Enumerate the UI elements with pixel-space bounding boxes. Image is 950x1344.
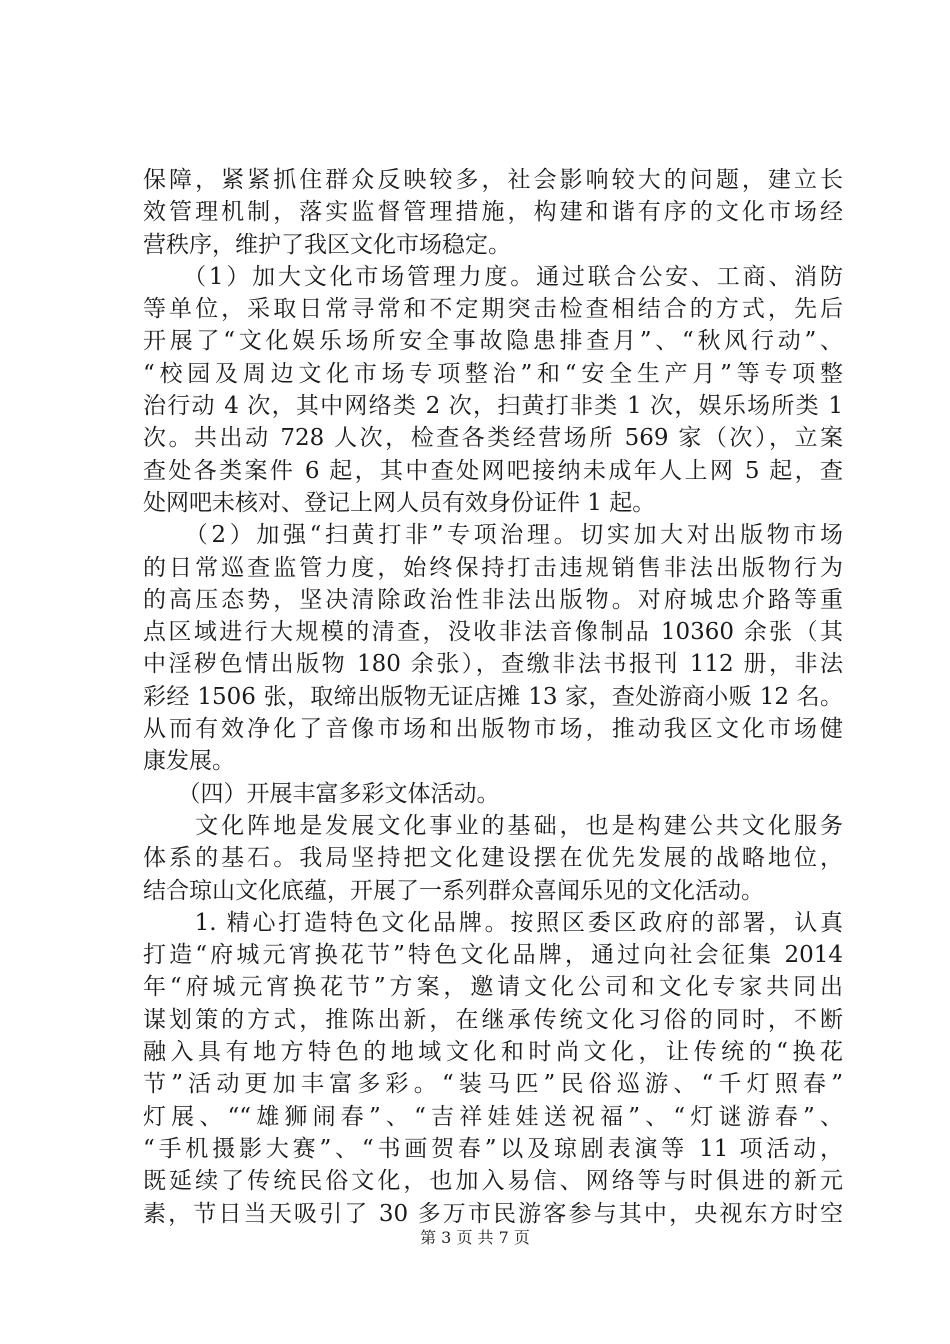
text-line: 保障，紧紧抓住群众反映较多，社会影响较大的问题，建立长 [143,167,843,193]
text-line: 康发展。 [143,748,235,775]
text-line: 开展了“文化娱乐场所安全事故隐患排查月”、“秋风行动”、 [143,328,843,355]
document-body [143,164,843,1230]
text-line: 体系的基石。我局坚持把文化建设摆在优先发展的战略地位， [143,845,843,872]
text-line: 等单位，采取日常寻常和不定期突击检查相结合的方式，先后 [143,296,843,323]
text-line: 素，节日当天吸引了 30 多万市民游客参与其中，央视东方时空 [143,1200,843,1227]
text-line: 从而有效净化了音像市场和出版物市场，推动我区文化市场健 [143,716,843,743]
text-line: 彩经 1506 张，取缔出版物无证店摊 13 家，查处游商小贩 12 名。 [143,683,843,710]
text-line: 处网吧未核对、登记上网人员有效身份证件 1 起。 [143,489,656,516]
text-line: 结合琼山文化底蕴，开展了一系列群众喜闻乐见的文化活动。 [143,877,764,904]
text-line: 的高压态势，坚决清除政治性非法出版物。对府城忠介路等重 [143,586,843,613]
text-line: 灯展、““雄狮闹春”、“吉祥娃娃送祝福”、“灯谜游春”、 [143,1103,843,1130]
text-line: “手机摄影大赛”、“书画贺春”以及琼剧表演等 11 项活动， [143,1135,843,1162]
text-line: 节”活动更加丰富多彩。“装马匹”民俗巡游、“千灯照春” [143,1071,843,1098]
text-line: 既延续了传统民俗文化，也加入易信、网络等与时俱进的新元 [143,1168,843,1195]
text-line: （1）加大文化市场管理力度。通过联合公安、工商、消防 [143,263,843,290]
text-line: 营秩序，维护了我区文化市场稳定。 [143,231,511,258]
text-line: 1. 精心打造特色文化品牌。按照区委区政府的部署，认真 [143,909,843,936]
section-heading: （四）开展丰富多彩文体活动。 [143,780,500,807]
text-line: 的日常巡查监管力度，始终保持打击违规销售非法出版物行为 [143,554,843,581]
text-line: 次。共出动 728 人次，检查各类经营场所 569 家（次），立案 [143,425,843,452]
text-line: 打造“府城元宵换花节”特色文化品牌，通过向社会征集 2014 [143,942,843,969]
text-line: 融入具有地方特色的地域文化和时尚文化，让传统的“换花 [143,1039,843,1066]
text-line: 治行动 4 次，其中网络类 2 次，扫黄打非类 1 次，娱乐场所类 1 [143,393,843,420]
text-line: 查处各类案件 6 起，其中查处网吧接纳未成年人上网 5 起，查 [143,457,843,484]
text-line: 效管理机制，落实监督管理措施，构建和谐有序的文化市场经 [143,199,843,226]
text-line: 点区域进行大规模的清查，没收非法音像制品 10360 余张（其 [143,619,843,646]
page-number-footer: 第 3 页 共 7 页 [420,1228,530,1247]
text-line: “校园及周边文化市场专项整治”和“安全生产月”等专项整 [143,360,843,387]
text-line: 谋划策的方式，推陈出新，在继承传统文化习俗的同时，不断 [143,1006,843,1033]
text-line: （2）加强“扫黄打非”专项治理。切实加大对出版物市场 [143,522,843,549]
text-line: 年“府城元宵换花节”方案，邀请文化公司和文化专家共同出 [143,974,843,1001]
text-line: 中淫秽色情出版物 180 余张），查缴非法书报刊 112 册，非法 [143,651,843,678]
text-line: 文化阵地是发展文化事业的基础，也是构建公共文化服务 [143,812,843,839]
